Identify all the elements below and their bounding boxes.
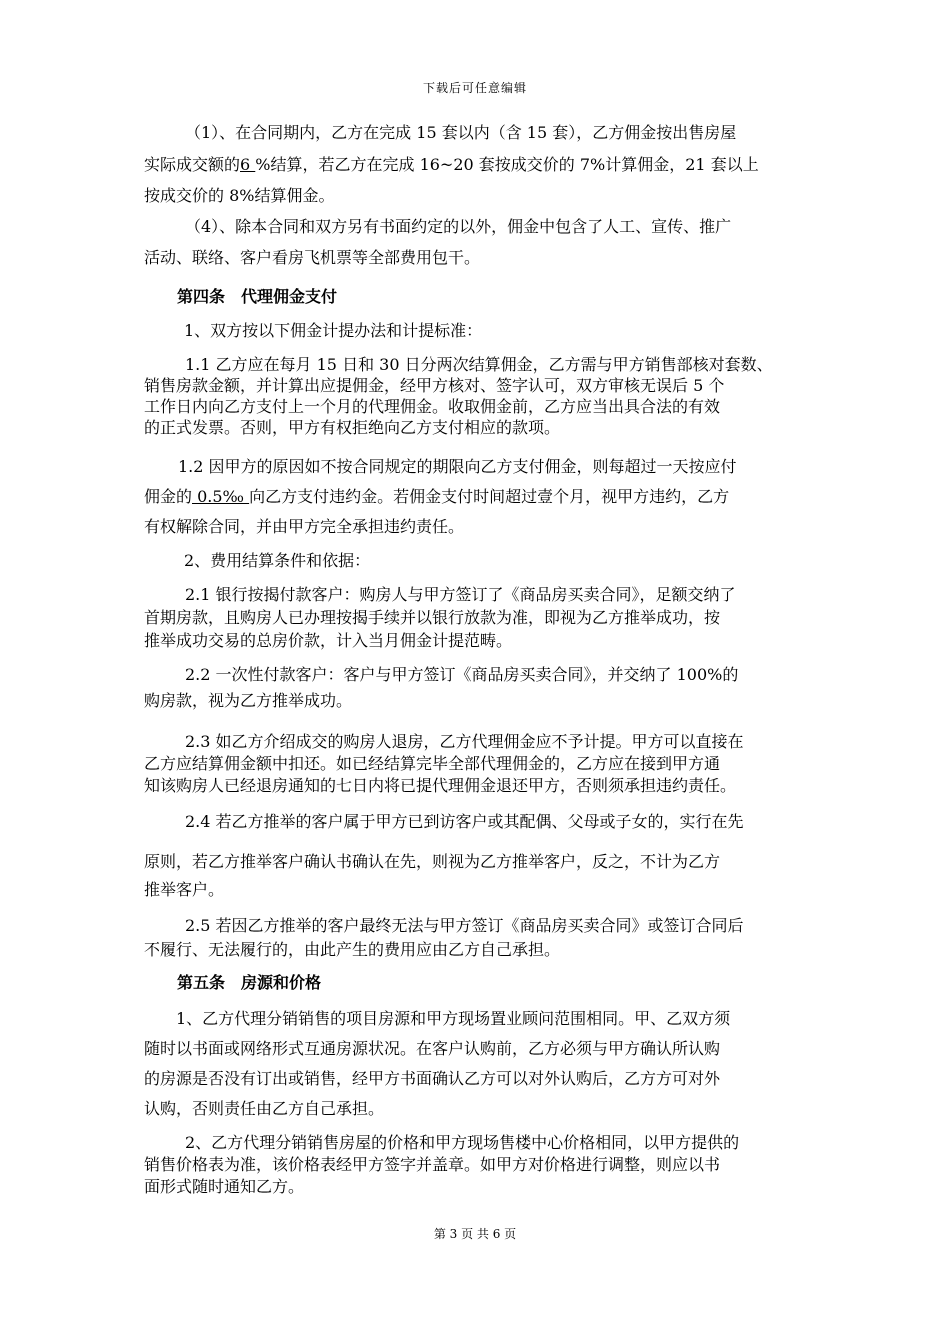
- text-line: （4）、除本合同和双方另有书面约定的以外，佣金中包含了人工、宣传、推广: [185, 217, 732, 236]
- text-line: 1、乙方代理分销销售的项目房源和甲方现场置业顾问范围相同。甲、乙双方须: [176, 1009, 731, 1028]
- text-line: 2、费用结算条件和依据：: [184, 551, 371, 570]
- text-line: 随时以书面或网络形式互通房源状况。在客户认购前，乙方必须与甲方确认所认购: [144, 1039, 721, 1058]
- text-line: 1、双方按以下佣金计提办法和计提标准：: [184, 321, 483, 340]
- text-line: 工作日内向乙方支付上一个月的代理佣金。收取佣金前，乙方应当出具合法的有效: [144, 397, 721, 416]
- text-line: 1.1 乙方应在每月 15 日和 30 日分两次结算佣金，乙方需与甲方销售部核对套数、: [185, 355, 773, 374]
- text-line: 销售价格表为准，该价格表经甲方签字并盖章。如甲方对价格进行调整，则应以书: [144, 1155, 721, 1174]
- text-segment: 佣金的: [144, 487, 193, 506]
- text-line: 2.3 如乙方介绍成交的购房人退房，乙方代理佣金应不予计提。甲方可以直接在: [185, 732, 744, 751]
- heading-text: 第五条 房源和价格: [177, 973, 322, 992]
- text-line: 销售房款金额，并计算出应提佣金，经甲方核对、签字认可，双方审核无误后 5 个: [144, 376, 725, 395]
- page-header: 下载后可任意编辑: [422, 81, 527, 95]
- text-segment: 实际成交额的: [144, 155, 241, 174]
- heading-text: 第四条 代理佣金支付: [177, 287, 338, 306]
- text-line: 1.2 因甲方的原因如不按合同规定的期限向乙方支付佣金，则每超过一天按应付: [178, 457, 737, 476]
- text-line: 不履行、无法履行的，由此产生的费用应由乙方自己承担。: [144, 940, 561, 959]
- text-line: 乙方应结算佣金额中扣还。如已经结算完毕全部代理佣金的，乙方应在接到甲方通: [144, 754, 721, 773]
- underlined-rate: 6: [240, 155, 256, 174]
- text-line: 的房源是否没有订出或销售，经甲方书面确认乙方可以对外认购后，乙方方可对外: [144, 1069, 721, 1088]
- text-line: 2.2 一次性付款客户：客户与甲方签订《商品房买卖合同》，并交纳了 100%的: [185, 665, 739, 684]
- text-line: [144, 484, 729, 507]
- section-heading-article-4: [177, 284, 857, 307]
- text-segment: %结算，若乙方在完成 16~20 套按成交价的 7%计算佣金，21 套以上: [255, 155, 759, 174]
- text-line: 2、乙方代理分销销售房屋的价格和甲方现场售楼中心价格相同，以甲方提供的: [185, 1133, 740, 1152]
- text-line: 2.1 银行按揭付款客户：购房人与甲方签订了《商品房买卖合同》，足额交纳了: [185, 585, 736, 604]
- text-line: （1）、在合同期内，乙方在完成 15 套以内（含 15 套），乙方佣金按出售房屋: [185, 123, 737, 142]
- paragraph-settlement-basis: [184, 548, 864, 571]
- text-line: [144, 152, 759, 175]
- text-line: 面形式随时通知乙方。: [144, 1177, 305, 1196]
- text-line: 活动、联络、客户看房飞机票等全部费用包干。: [144, 248, 481, 267]
- text-line: 的正式发票。否则，甲方有权拒绝向乙方支付相应的款项。: [144, 418, 561, 437]
- text-line: 知该购房人已经退房通知的七日内将已提代理佣金退还甲方，否则须承担违约责任。: [144, 776, 737, 795]
- text-line: 2.5 若因乙方推举的客户最终无法与甲方签订《商品房买卖合同》或签订合同后: [185, 916, 744, 935]
- text-line: 推举客户。: [144, 880, 225, 899]
- page-footer: 第 3 页 共 6 页: [433, 1227, 517, 1241]
- text-line: 有权解除合同，并由甲方完全承担违约责任。: [144, 517, 465, 536]
- text-line: 按成交价的 8%结算佣金。: [144, 186, 335, 205]
- paragraph-calc-method: [184, 318, 864, 341]
- text-segment: 向乙方支付违约金。若佣金支付时间超过壹个月，视甲方违约，乙方: [249, 487, 730, 506]
- text-line: 原则，若乙方推举客户确认书确认在先，则视为乙方推举客户，反之，不计为乙方: [144, 852, 721, 871]
- text-line: 购房款，视为乙方推举成功。: [144, 691, 353, 710]
- underlined-rate: 0.5‰: [192, 487, 250, 506]
- text-line: 首期房款，且购房人已办理按揭手续并以银行放款为准，即视为乙方推举成功，按: [144, 608, 721, 627]
- section-heading-article-5: [177, 970, 857, 993]
- text-line: 2.4 若乙方推举的客户属于甲方已到访客户或其配偶、父母或子女的，实行在先: [185, 812, 744, 831]
- text-line: 推举成功交易的总房价款，计入当月佣金计提范畴。: [144, 631, 513, 650]
- text-line: 认购，否则责任由乙方自己承担。: [144, 1099, 385, 1118]
